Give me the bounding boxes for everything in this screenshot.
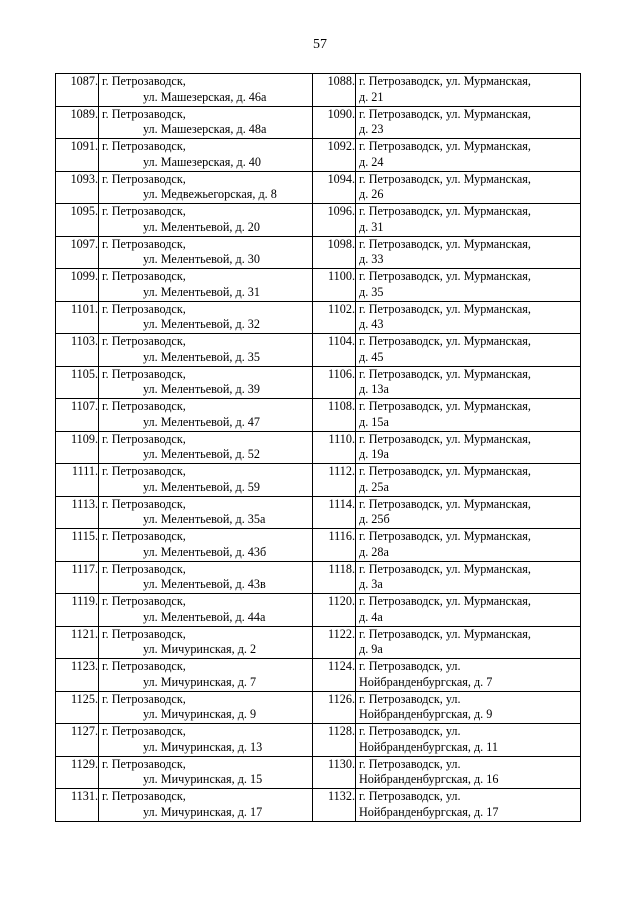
address-cell [356, 659, 581, 692]
entry-number: 1115. [56, 529, 99, 562]
address-line-street: д. 3а [359, 577, 383, 591]
entry-number: 1093. [56, 171, 99, 204]
address-cell [356, 204, 581, 237]
address-line-street: ул. Мелентьевой, д. 30 [143, 252, 260, 266]
address-line-city: г. Петрозаводск, ул. Мурманская, [359, 496, 531, 511]
table-row [56, 561, 581, 594]
address-cell [99, 724, 313, 757]
address-line-city: г. Петрозаводск, ул. Мурманская, [359, 529, 531, 543]
address-line-city: г. Петрозаводск, [102, 74, 186, 88]
address-cell [99, 659, 313, 692]
entry-number: 1108. [313, 399, 356, 432]
entry-number: 1103. [56, 334, 99, 367]
entry-number: 1122. [313, 626, 356, 659]
table-row [56, 464, 581, 497]
address-cell [99, 74, 313, 107]
address-cell [356, 756, 581, 789]
entry-number: 1095. [56, 204, 99, 237]
address-cell [99, 756, 313, 789]
address-line-city: г. Петрозаводск, [102, 789, 186, 803]
address-line-street: д. 31 [359, 219, 384, 234]
entry-number: 1094. [313, 171, 356, 204]
table-row [56, 269, 581, 302]
entry-number: 1124. [313, 659, 356, 692]
address-line-street: ул. Мелентьевой, д. 35а [143, 512, 266, 526]
address-line-street: ул. Машезерская, д. 40 [143, 154, 261, 169]
table-row [56, 236, 581, 269]
address-cell [356, 301, 581, 334]
table-row [56, 529, 581, 562]
address-line-city: г. Петрозаводск, ул. [359, 789, 461, 803]
entry-number: 1130. [313, 756, 356, 789]
address-line-city: г. Петрозаводск, ул. Мурманская, [359, 594, 531, 608]
address-line-city: г. Петрозаводск, [102, 399, 186, 413]
address-line-city: г. Петрозаводск, ул. Мурманская, [359, 334, 531, 348]
address-line-street: д. 43 [359, 317, 384, 331]
address-cell [356, 399, 581, 432]
address-line-street: ул. Мелентьевой, д. 47 [143, 414, 260, 429]
address-line-city: г. Петрозаводск, [102, 236, 186, 251]
address-cell [99, 139, 313, 172]
entry-number: 1099. [56, 269, 99, 302]
table-row [56, 496, 581, 529]
address-cell [356, 139, 581, 172]
address-line-city: г. Петрозаводск, [102, 431, 186, 446]
address-line-city: г. Петрозаводск, [102, 529, 186, 543]
entry-number: 1121. [56, 626, 99, 659]
address-line-street: ул. Мелентьевой, д. 52 [143, 447, 260, 461]
address-line-street: д. 25б [359, 512, 390, 526]
address-line-city: г. Петрозаводск, [102, 594, 186, 608]
address-cell [99, 106, 313, 139]
entry-number: 1101. [56, 301, 99, 334]
address-table-body [56, 74, 581, 822]
address-cell [356, 269, 581, 302]
address-line-street: ул. Машезерская, д. 48а [143, 122, 267, 136]
table-row [56, 334, 581, 367]
table-row [56, 724, 581, 757]
address-line-street: ул. Мелентьевой, д. 35 [143, 349, 260, 364]
address-line-city: г. Петрозаводск, ул. [359, 724, 461, 738]
address-line-city: г. Петрозаводск, ул. Мурманская, [359, 204, 531, 218]
address-line-street: ул. Мелентьевой, д. 43б [143, 544, 267, 559]
address-line-city: г. Петрозаводск, [102, 334, 186, 348]
entry-number: 1091. [56, 139, 99, 172]
address-line-street: д. 25а [359, 479, 389, 494]
address-line-city: г. Петрозаводск, [102, 724, 186, 738]
entry-number: 1100. [313, 269, 356, 302]
address-line-city: г. Петрозаводск, ул. [359, 756, 461, 771]
address-line-street: ул. Мичуринская, д. 7 [143, 674, 257, 689]
table-row [56, 106, 581, 139]
entry-number: 1120. [313, 594, 356, 627]
entry-number: 1128. [313, 724, 356, 757]
address-cell [356, 496, 581, 529]
address-line-street: д. 26 [359, 187, 384, 201]
table-row [56, 789, 581, 822]
address-cell [99, 171, 313, 204]
address-cell [99, 399, 313, 432]
address-line-street: д. 9а [359, 642, 383, 656]
table-row [56, 204, 581, 237]
address-cell [99, 594, 313, 627]
address-line-city: г. Петрозаводск, ул. Мурманская, [359, 301, 531, 316]
entry-number: 1088. [313, 74, 356, 107]
address-line-city: г. Петрозаводск, ул. Мурманская, [359, 626, 531, 641]
address-line-street: д. 21 [359, 89, 384, 104]
entry-number: 1117. [56, 561, 99, 594]
address-cell [99, 366, 313, 399]
address-cell [99, 496, 313, 529]
address-line-street: ул. Медвежьегорская, д. 8 [143, 187, 277, 201]
address-line-street: Нойбранденбургская, д. 7 [359, 674, 493, 689]
address-line-city: г. Петрозаводск, ул. Мурманская, [359, 74, 531, 88]
table-row [56, 301, 581, 334]
entry-number: 1129. [56, 756, 99, 789]
address-line-city: г. Петрозаводск, [102, 626, 186, 641]
address-line-street: ул. Мелентьевой, д. 20 [143, 219, 260, 234]
address-cell [356, 74, 581, 107]
address-cell [356, 789, 581, 822]
address-line-city: г. Петрозаводск, [102, 204, 186, 218]
entry-number: 1132. [313, 789, 356, 822]
entry-number: 1123. [56, 659, 99, 692]
entry-number: 1105. [56, 366, 99, 399]
address-line-city: г. Петрозаводск, [102, 301, 186, 316]
address-line-city: г. Петрозаводск, [102, 561, 186, 576]
address-cell [99, 431, 313, 464]
address-line-street: ул. Мичуринская, д. 2 [143, 642, 257, 656]
address-cell [356, 106, 581, 139]
address-cell [356, 464, 581, 497]
address-line-city: г. Петрозаводск, [102, 106, 186, 121]
table-row [56, 366, 581, 399]
address-line-street: ул. Мичуринская, д. 17 [143, 804, 263, 819]
address-cell [356, 171, 581, 204]
address-line-city: г. Петрозаводск, ул. Мурманская, [359, 561, 531, 576]
address-line-street: д. 35 [359, 284, 384, 299]
table-row [56, 171, 581, 204]
entry-number: 1118. [313, 561, 356, 594]
address-line-street: Нойбранденбургская, д. 11 [359, 739, 498, 754]
address-line-city: г. Петрозаводск, [102, 496, 186, 511]
address-line-street: Нойбранденбургская, д. 9 [359, 707, 493, 721]
address-line-city: г. Петрозаводск, ул. [359, 691, 461, 706]
address-cell [356, 724, 581, 757]
address-line-street: д. 19а [359, 447, 389, 461]
address-line-street: ул. Мичуринская, д. 9 [143, 707, 257, 721]
entry-number: 1116. [313, 529, 356, 562]
entry-number: 1127. [56, 724, 99, 757]
address-line-city: г. Петрозаводск, [102, 756, 186, 771]
entry-number: 1111. [56, 464, 99, 497]
entry-number: 1107. [56, 399, 99, 432]
entry-number: 1113. [56, 496, 99, 529]
address-cell [99, 789, 313, 822]
address-line-city: г. Петрозаводск, [102, 171, 186, 186]
address-line-street: д. 45 [359, 349, 384, 364]
address-cell [99, 334, 313, 367]
address-line-street: д. 15а [359, 414, 389, 429]
address-cell [99, 626, 313, 659]
address-cell [99, 236, 313, 269]
address-cell [356, 594, 581, 627]
address-cell [356, 334, 581, 367]
address-cell [99, 691, 313, 724]
entry-number: 1097. [56, 236, 99, 269]
address-cell [356, 626, 581, 659]
address-line-street: д. 24 [359, 154, 384, 169]
address-line-street: ул. Мичуринская, д. 13 [143, 739, 263, 754]
address-cell [356, 236, 581, 269]
entry-number: 1104. [313, 334, 356, 367]
address-line-city: г. Петрозаводск, [102, 366, 186, 381]
entry-number: 1126. [313, 691, 356, 724]
address-cell [99, 204, 313, 237]
address-line-city: г. Петрозаводск, ул. Мурманская, [359, 431, 531, 446]
entry-number: 1096. [313, 204, 356, 237]
table-row [56, 659, 581, 692]
address-cell [99, 529, 313, 562]
table-row [56, 756, 581, 789]
address-line-street: ул. Мичуринская, д. 15 [143, 772, 263, 786]
address-line-street: ул. Мелентьевой, д. 44а [143, 609, 266, 624]
address-line-street: ул. Мелентьевой, д. 31 [143, 284, 260, 299]
address-cell [99, 464, 313, 497]
entry-number: 1112. [313, 464, 356, 497]
address-line-city: г. Петрозаводск, ул. [359, 659, 461, 673]
address-line-city: г. Петрозаводск, ул. Мурманская, [359, 236, 531, 251]
address-line-street: ул. Мелентьевой, д. 39 [143, 382, 260, 396]
address-line-city: г. Петрозаводск, ул. Мурманская, [359, 139, 531, 153]
entry-number: 1102. [313, 301, 356, 334]
address-cell [356, 529, 581, 562]
entry-number: 1090. [313, 106, 356, 139]
entry-number: 1106. [313, 366, 356, 399]
entry-number: 1131. [56, 789, 99, 822]
address-line-city: г. Петрозаводск, [102, 139, 186, 153]
entry-number: 1087. [56, 74, 99, 107]
table-row [56, 626, 581, 659]
address-cell [356, 691, 581, 724]
address-line-street: Нойбранденбургская, д. 17 [359, 804, 499, 819]
entry-number: 1110. [313, 431, 356, 464]
address-cell [356, 366, 581, 399]
address-line-city: г. Петрозаводск, ул. Мурманская, [359, 399, 531, 413]
entry-number: 1098. [313, 236, 356, 269]
page-number: 57 [313, 37, 327, 52]
address-cell [356, 561, 581, 594]
table-row [56, 139, 581, 172]
address-line-street: ул. Мелентьевой, д. 43в [143, 577, 266, 591]
table-row [56, 594, 581, 627]
table-row [56, 74, 581, 107]
address-table [55, 73, 581, 822]
address-line-city: г. Петрозаводск, [102, 691, 186, 706]
address-line-street: д. 23 [359, 122, 384, 136]
address-line-street: д. 33 [359, 252, 384, 266]
address-line-city: г. Петрозаводск, ул. Мурманская, [359, 269, 531, 283]
entry-number: 1089. [56, 106, 99, 139]
address-line-city: г. Петрозаводск, [102, 464, 186, 478]
address-line-city: г. Петрозаводск, ул. Мурманская, [359, 464, 531, 478]
address-line-city: г. Петрозаводск, ул. Мурманская, [359, 366, 531, 381]
table-row [56, 399, 581, 432]
entry-number: 1092. [313, 139, 356, 172]
address-line-street: Нойбранденбургская, д. 16 [359, 772, 499, 786]
address-line-street: д. 13а [359, 382, 389, 396]
entry-number: 1119. [56, 594, 99, 627]
address-line-street: ул. Машезерская, д. 46а [143, 89, 267, 104]
address-line-city: г. Петрозаводск, ул. Мурманская, [359, 106, 531, 121]
address-line-city: г. Петрозаводск, ул. Мурманская, [359, 171, 531, 186]
address-line-city: г. Петрозаводск, [102, 269, 186, 283]
address-line-street: ул. Мелентьевой, д. 59 [143, 479, 260, 494]
table-row [56, 431, 581, 464]
entry-number: 1109. [56, 431, 99, 464]
address-line-city: г. Петрозаводск, [102, 659, 186, 673]
address-line-street: д. 28а [359, 544, 389, 559]
address-cell [99, 301, 313, 334]
address-cell [356, 431, 581, 464]
address-line-street: д. 4а [359, 609, 383, 624]
address-line-street: ул. Мелентьевой, д. 32 [143, 317, 260, 331]
entry-number: 1125. [56, 691, 99, 724]
address-cell [99, 561, 313, 594]
entry-number: 1114. [313, 496, 356, 529]
table-row [56, 691, 581, 724]
address-cell [99, 269, 313, 302]
